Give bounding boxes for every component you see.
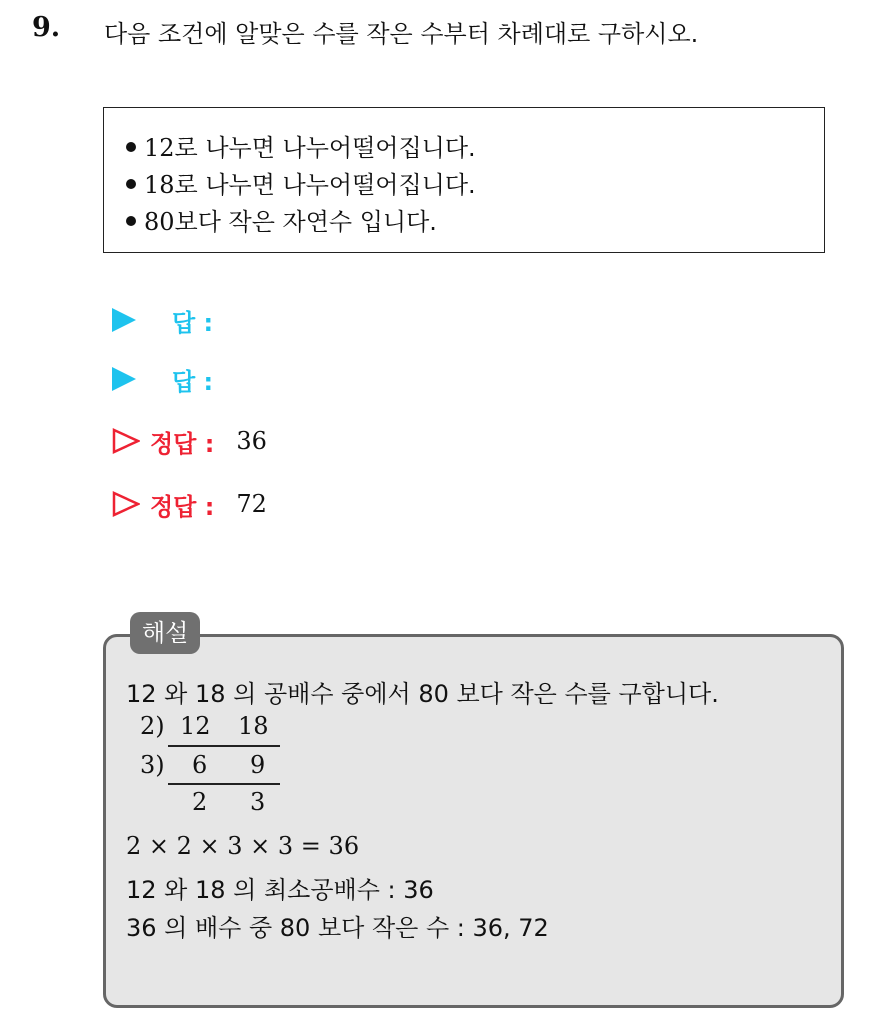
- division-cell: 9: [250, 751, 266, 779]
- condition-number: 18: [144, 171, 175, 199]
- question-text: 다음 조건에 알맞은 수를 작은 수부터 차례대로 구하시오.: [104, 20, 699, 48]
- division-rule: [168, 745, 280, 747]
- answer-row-2: [112, 359, 213, 399]
- question-number: 9.: [32, 12, 61, 43]
- solution-intro: 12 와 18 의 공배수 중에서 80 보다 작은 수를 구합니다.: [126, 680, 719, 708]
- triangle-marker-icon: [112, 367, 136, 391]
- condition-text: 보다 작은 자연수 입니다.: [174, 208, 437, 236]
- division-cell: 12: [180, 712, 211, 740]
- divisor: 3): [140, 751, 165, 779]
- division-cell: 3: [250, 788, 266, 816]
- condition-text: 로 나누면 나누어떨어집니다.: [174, 171, 476, 199]
- correct-value: 72: [236, 490, 267, 518]
- answer-label: 답 :: [172, 367, 214, 396]
- division-cell: 18: [238, 712, 269, 740]
- condition-item: [126, 165, 476, 200]
- bullet-icon: [126, 216, 136, 226]
- condition-item: [126, 202, 437, 237]
- triangle-marker-icon: [112, 308, 136, 332]
- division-cell: 6: [192, 751, 208, 779]
- solution-tag: 해설: [130, 612, 200, 654]
- correct-label: 정답 :: [150, 429, 215, 458]
- bullet-icon: [126, 142, 136, 152]
- solution-multiples: 36 의 배수 중 80 보다 작은 수 : 36, 72: [126, 914, 549, 942]
- triangle-outline-icon: [112, 491, 140, 517]
- condition-number: 12: [144, 134, 175, 162]
- solution-lcm: 12 와 18 의 최소공배수 : 36: [126, 876, 434, 904]
- answer-row-1: [112, 300, 213, 340]
- condition-item: [126, 128, 476, 163]
- answer-label: 답 :: [172, 308, 214, 337]
- division-cell: 2: [192, 788, 208, 816]
- condition-number: 80: [144, 208, 175, 236]
- divisor: 2): [140, 712, 165, 740]
- conditions-box: [103, 107, 825, 253]
- correct-row-1: [112, 421, 267, 461]
- division-rule: [168, 783, 280, 785]
- division-ladder: [140, 712, 300, 822]
- triangle-outline-icon: [112, 428, 140, 454]
- correct-row-2: [112, 484, 267, 524]
- correct-label: 정답 :: [150, 492, 215, 521]
- solution-calc: 2 × 2 × 3 × 3 = 36: [126, 832, 360, 860]
- condition-text: 로 나누면 나누어떨어집니다.: [174, 134, 476, 162]
- bullet-icon: [126, 179, 136, 189]
- correct-value: 36: [236, 427, 267, 455]
